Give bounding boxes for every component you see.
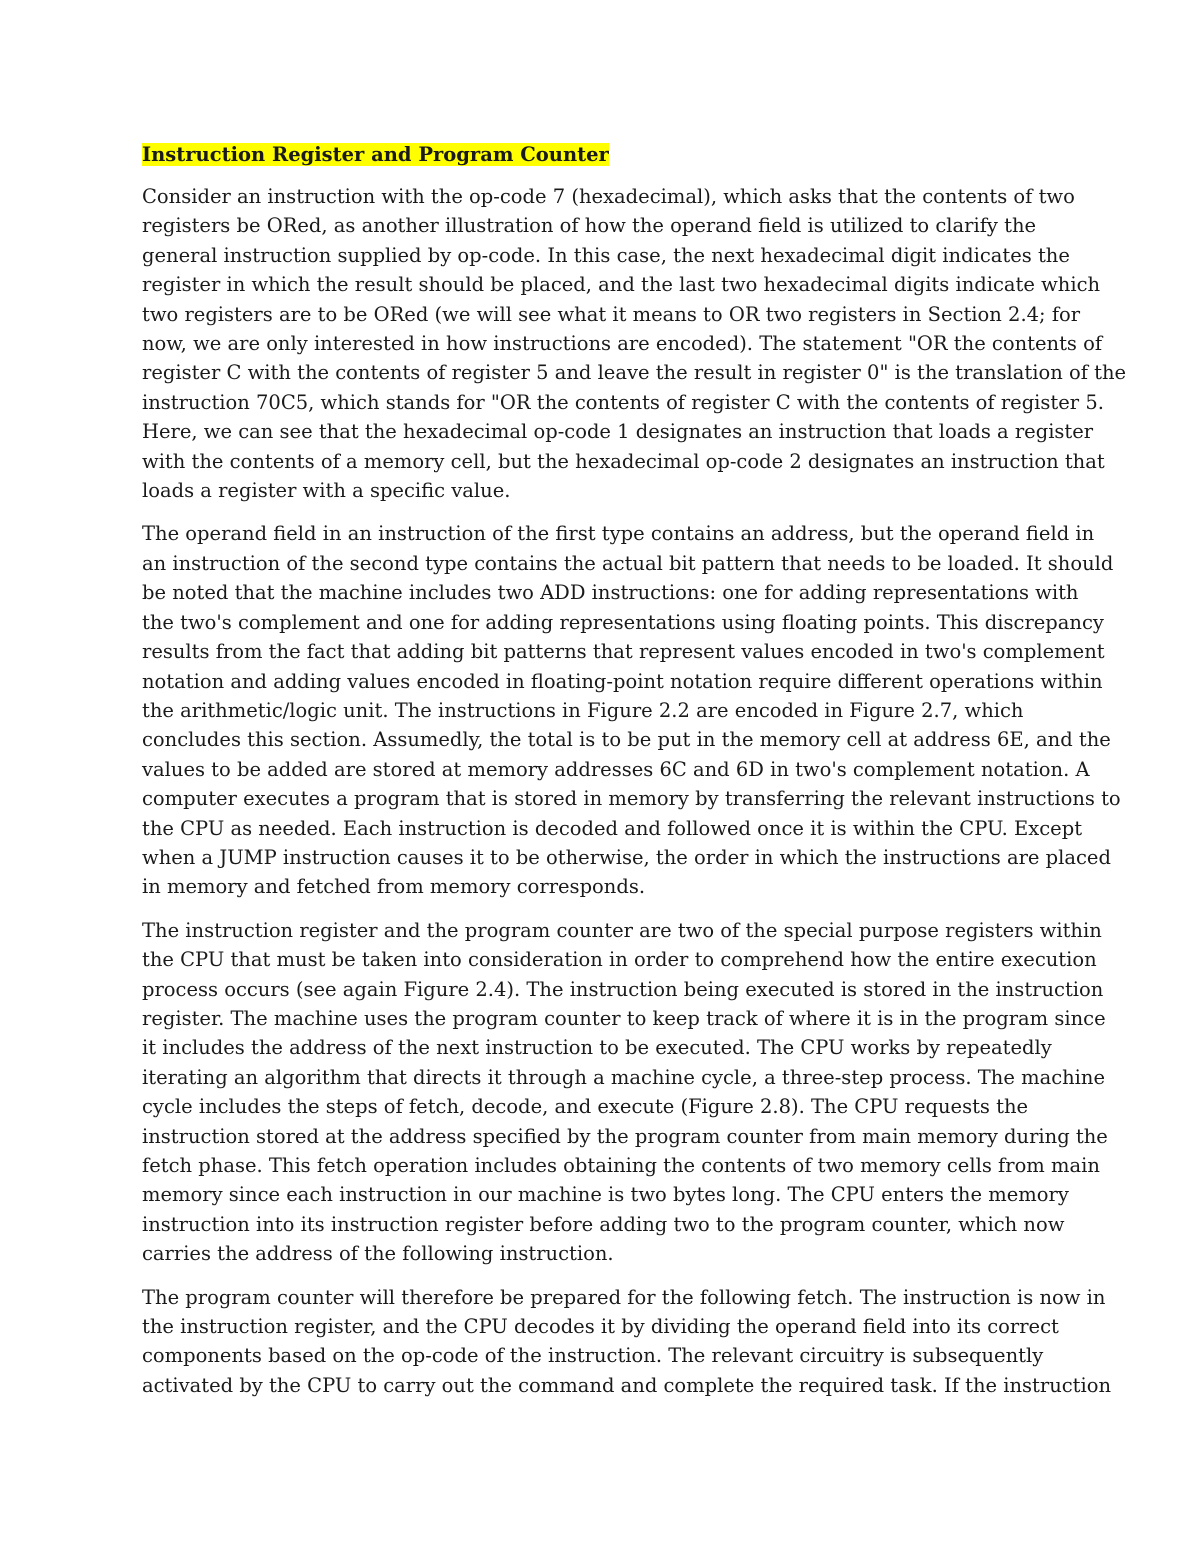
paragraph-2 <box>142 519 1121 901</box>
paragraph-line: memory since each instruction in our machine is two bytes long. The CPU enters the memory <box>142 1183 1069 1207</box>
paragraph-line: the arithmetic/logic unit. The instructions in Figure 2.2 are encoded in Figure 2.7, which <box>142 698 1024 722</box>
paragraph-line: values to be added are stored at memory addresses 6C and 6D in two's complement notation. A <box>142 757 1090 781</box>
paragraph-line: registers be ORed, as another illustration of how the operand field is utilized to clarify the <box>142 214 1037 238</box>
paragraph-line: the CPU as needed. Each instruction is decoded and followed once it is within the CPU. Except <box>142 816 1083 840</box>
paragraph-line: computer executes a program that is stored in memory by transferring the relevant instructions to <box>142 787 1121 811</box>
paragraph-line: cycle includes the steps of fetch, decode, and execute (Figure 2.8). The CPU requests the <box>142 1095 1029 1119</box>
paragraph-line: the instruction register, and the CPU decodes it by dividing the operand field into its correct <box>142 1315 1059 1339</box>
paragraph-line: in memory and fetched from memory corresponds. <box>142 875 646 899</box>
paragraph-line: Consider an instruction with the op-code 7 (hexadecimal), which asks that the contents of two <box>142 185 1075 208</box>
paragraph-line: the two's complement and one for adding representations using floating points. This discrepancy <box>142 610 1104 634</box>
paragraph-line: be noted that the machine includes two ADD instructions: one for adding representations with <box>142 581 1079 605</box>
paragraph-line: an instruction of the second type contains the actual bit pattern that needs to be loaded. It should <box>142 551 1114 575</box>
paragraph-line: components based on the op-code of the instruction. The relevant circuitry is subsequently <box>142 1344 1044 1368</box>
paragraph-line: loads a register with a specific value. <box>142 479 511 503</box>
section-heading <box>142 140 1062 170</box>
paragraph-line: instruction into its instruction register before adding two to the program counter, which now <box>142 1212 1065 1236</box>
paragraph-line: general instruction supplied by op-code. In this case, the next hexadecimal digit indicates the <box>142 243 1070 267</box>
paragraph-line: process occurs (see again Figure 2.4). The instruction being executed is stored in the instruction <box>142 977 1104 1001</box>
paragraph-4 <box>142 1283 1112 1401</box>
paragraph-line: notation and adding values encoded in floating-point notation require different operations within <box>142 669 1103 693</box>
section-heading-text: Instruction Register and Program Counter <box>142 143 609 166</box>
paragraphs <box>142 182 1127 1400</box>
paragraph-line: two registers are to be ORed (we will see what it means to OR two registers in Section 2.4; for <box>142 302 1081 326</box>
paragraph-line: register in which the result should be placed, and the last two hexadecimal digits indicate which <box>142 273 1101 297</box>
paragraph-line: with the contents of a memory cell, but the hexadecimal op-code 2 designates an instruction that <box>142 449 1105 473</box>
paragraph-line: results from the fact that adding bit patterns that represent values encoded in two's complement <box>142 640 1105 664</box>
document-body <box>142 140 1127 1414</box>
paragraph-line: it includes the address of the next instruction to be executed. The CPU works by repeatedly <box>142 1036 1052 1060</box>
paragraph-line: register. The machine uses the program counter to keep track of where it is in the program since <box>142 1006 1106 1030</box>
paragraph-line: activated by the CPU to carry out the command and complete the required task. If the instruction <box>142 1373 1112 1397</box>
paragraph-line: instruction 70C5, which stands for "OR the contents of register C with the contents of register 5. <box>142 390 1104 414</box>
paragraph-line: The instruction register and the program counter are two of the special purpose registers within <box>142 918 1102 942</box>
paragraph-line: The operand field in an instruction of the first type contains an address, but the operand field in <box>142 522 1095 546</box>
paragraph-line: register C with the contents of register 5 and leave the result in register 0" is the translation of the <box>142 361 1127 385</box>
paragraph-line: fetch phase. This fetch operation includes obtaining the contents of two memory cells from main <box>142 1154 1100 1177</box>
paragraph-line: Here, we can see that the hexadecimal op-code 1 designates an instruction that loads a register <box>142 420 1094 444</box>
paragraph-line: concludes this section. Assumedly, the total is to be put in the memory cell at address 6E, and the <box>142 728 1111 752</box>
paragraph-line: now, we are only interested in how instructions are encoded). The statement "OR the contents of <box>142 332 1103 356</box>
paragraph-line: iterating an algorithm that directs it through a machine cycle, a three-step process. The machine <box>142 1065 1106 1089</box>
paragraph-line: carries the address of the following instruction. <box>142 1242 614 1266</box>
paragraph-line: when a JUMP instruction causes it to be otherwise, the order in which the instructions are placed <box>142 845 1111 869</box>
paragraph-line: instruction stored at the address specified by the program counter from main memory during the <box>142 1124 1108 1148</box>
paragraph-line: the CPU that must be taken into consideration in order to comprehend how the entire execution <box>142 948 1097 972</box>
paragraph-3 <box>142 916 1108 1269</box>
paragraph-line: The program counter will therefore be prepared for the following fetch. The instruction is now in <box>142 1285 1106 1309</box>
paragraph-1 <box>142 182 1127 505</box>
